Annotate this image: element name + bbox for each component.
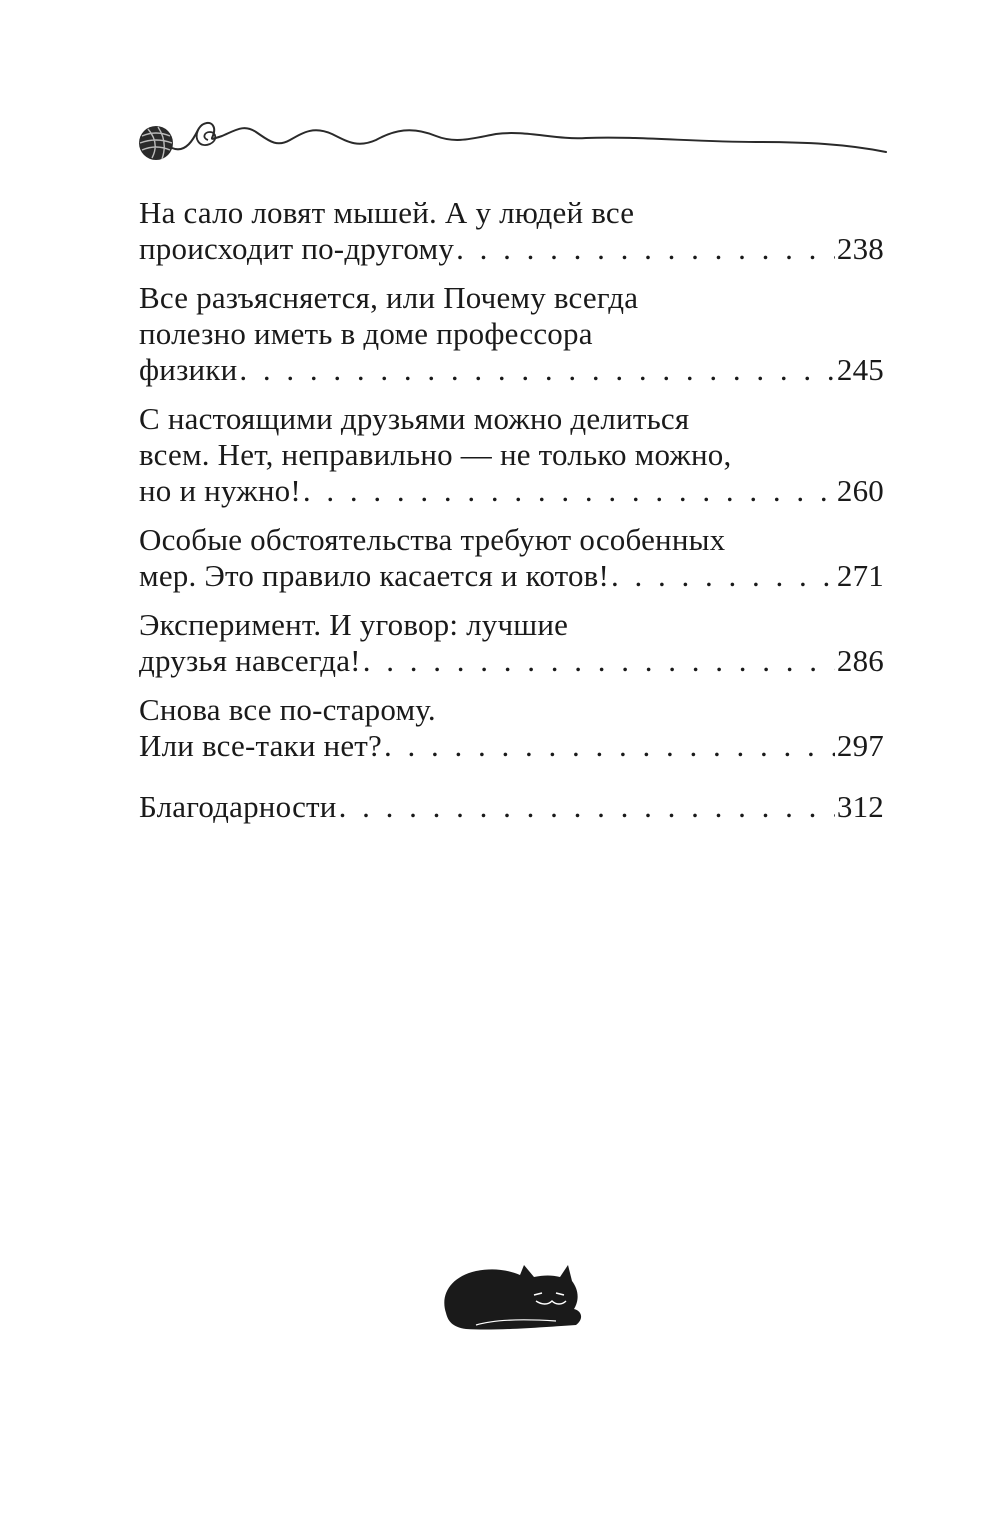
toc-entry-title-line: полезно иметь в доме профессора: [139, 316, 593, 351]
dot-leader: [363, 643, 835, 679]
table-of-contents: [139, 195, 884, 838]
sleeping-cat-icon: [436, 1255, 586, 1335]
toc-entry-title-end: но и нужно!: [139, 473, 301, 508]
page-number: 271: [836, 558, 884, 593]
dot-leader: [239, 352, 835, 388]
yarn-thread-ornament: [136, 118, 888, 168]
toc-entry-last-line: [139, 558, 884, 594]
page-number: 286: [836, 643, 884, 678]
toc-entry[interactable]: [139, 195, 884, 267]
dot-leader: [384, 728, 835, 764]
toc-entry-last-line: [139, 789, 884, 825]
toc-entry-title-end: Благодарности: [139, 789, 337, 824]
toc-entry-title-line: всем. Нет, неправильно — не только можно,: [139, 437, 732, 472]
yarn-thread: [172, 123, 886, 152]
toc-entry-last-line: [139, 728, 884, 764]
toc-entry-title-line: На сало ловят мышей. А у людей все: [139, 195, 635, 230]
dot-leader: [339, 789, 835, 825]
toc-entry-title-end: друзья навсегда!: [139, 643, 361, 678]
toc-entry-last-line: [139, 352, 884, 388]
toc-entry-title-line: С настоящими друзьями можно делиться: [139, 401, 690, 436]
toc-entry[interactable]: [139, 280, 884, 388]
toc-entry-last-line: [139, 473, 884, 509]
toc-entry-title-end: физики: [139, 352, 238, 387]
toc-entry-title-line: Все разъясняется, или Почему всегда: [139, 280, 639, 315]
toc-entry-title-line: Эксперимент. И уговор: лучшие: [139, 607, 569, 642]
dot-leader: [303, 473, 835, 509]
toc-entry-last-line: [139, 643, 884, 679]
toc-entry-title-line: Снова все по-старому.: [139, 692, 436, 727]
toc-entry[interactable]: [139, 401, 884, 509]
toc-entry[interactable]: [139, 607, 884, 679]
toc-entry-title-end: происходит по-другому: [139, 231, 455, 266]
toc-entry-last-line: [139, 231, 884, 267]
yarn-ball-icon: [139, 126, 173, 160]
toc-entry-title-line: Особые обстоятельства требуют особенных: [139, 522, 726, 557]
page-number: 312: [836, 789, 884, 824]
toc-entry-acknowledgements[interactable]: [139, 789, 884, 825]
dot-leader: [456, 231, 835, 267]
toc-entry-title-end: мер. Это правило касается и котов!: [139, 558, 610, 593]
dot-leader: [611, 558, 835, 594]
toc-entry[interactable]: [139, 522, 884, 594]
page-number: 238: [836, 231, 884, 266]
toc-entry-title-end: Или все-таки нет?: [139, 728, 383, 763]
page-number: 260: [836, 473, 884, 508]
page-number: 297: [836, 728, 884, 763]
page-number: 245: [836, 352, 884, 387]
toc-entry[interactable]: [139, 692, 884, 764]
